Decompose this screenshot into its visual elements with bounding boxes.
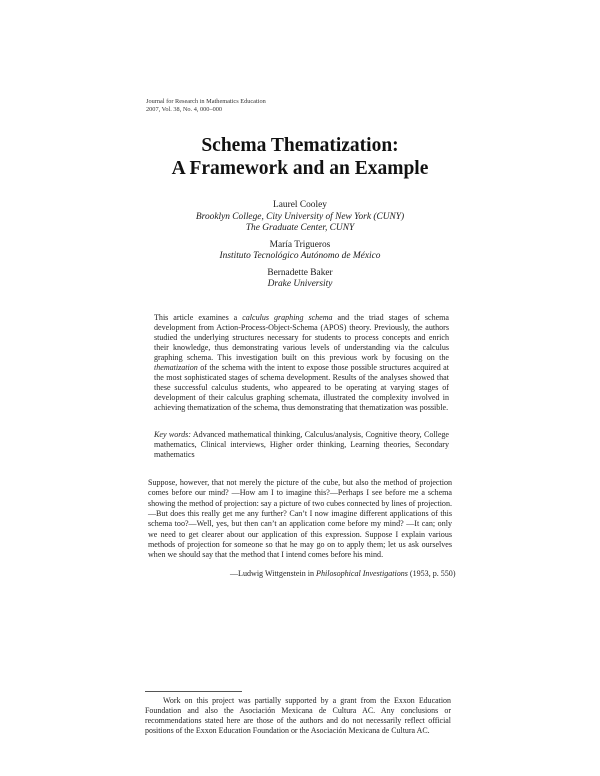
abstract-text: and the triad stages of schema development from Action-Process-Object-Schema (APOS) theory. Previously, the authors studied the underlying structures necessary for students to process concepts and enrich their knowledge, thus demonstrating various levels of understanding via the calculus graphing schema. This investigation built on this previous work by focusing on the [154, 313, 450, 363]
author-affiliation: Instituto Tecnológico Autónomo de México [219, 251, 381, 262]
keywords-label: Key words: [154, 430, 191, 439]
author-name: María Trigueros [269, 239, 331, 250]
attribution-author: —Ludwig Wittgenstein in [230, 569, 317, 578]
keywords [154, 430, 449, 460]
author-block [0, 268, 600, 291]
author-block [0, 240, 600, 263]
author-name: Laurel Cooley [273, 200, 327, 210]
author-affiliation: Brooklyn College, City University of New York (CUNY) [195, 211, 405, 222]
abstract [154, 313, 449, 413]
author-list [0, 200, 600, 296]
title-line-1: Schema Thematization: [201, 135, 399, 156]
abstract-text: This article examines a [154, 313, 243, 322]
epigraph-attribution [230, 569, 456, 579]
abstract-text: of the schema with the intent to expose those possible structures acquired at the most sophisticated stages of schema development. Results of the analyses showed that these successful calculus students, who appeared to be operating at varying stages of development of their calculus graphing schemata, illustrated the complexity involved in achieving thematization of the schema, thus demonstrating that thematization was possible. [154, 363, 449, 413]
attribution-citation: (1953, p. 550) [407, 569, 456, 578]
abstract-term: calculus graphing schema [242, 313, 333, 322]
title-line-2: A Framework and an Example [171, 158, 429, 179]
keywords-text: Advanced mathematical thinking, Calculus/analysis, Cognitive theory, College mathematics, Clinical interviews, Higher order thinking, Learning theories, Secondary mathematics [154, 430, 449, 460]
author-name: Bernadette Baker [267, 267, 333, 278]
journal-header [146, 98, 266, 115]
abstract-term: thematization [154, 363, 198, 373]
footnote: Work on this project was partially supported by a grant from the Exxon Education Foundation and also the Asociación Mexicana de Cultura AC. Any conclusions or recommendations stated here are those of the authors and do not necessarily reflect official positions of the Exxon Education Foundation or the Asociación Mexicana de Cultura AC. [145, 696, 451, 735]
author-affiliation: Drake University [267, 279, 333, 290]
journal-volume: 2007, Vol. 38, No. 4, 000–000 [146, 106, 223, 114]
author-affiliation: The Graduate Center, CUNY [245, 223, 355, 234]
epigraph-quote: Suppose, however, that not merely the picture of the cube, but also the method of projection comes before our mind? —How am I to imagine this?—Perhaps I see before me a schema showing the method of projection: say a picture of two cubes connected by lines of projection.—But does this really get me any further? Can’t I now imagine different applications of this schema too?—Well, yes, but then can’t an application come before my mind? —It can; only we need to get clearer about our application of this expression. Suppose I explain various methods of projection for someone so that he may go on to apply them; let us ask ourselves when we should say that the method that I intend comes before his mind. [148, 478, 452, 560]
paper-title [0, 134, 600, 180]
attribution-work: Philosophical Investigations [316, 569, 408, 578]
journal-name: Journal for Research in Mathematics Education [146, 98, 266, 105]
footnote-rule [145, 691, 242, 692]
author-block [0, 200, 600, 235]
